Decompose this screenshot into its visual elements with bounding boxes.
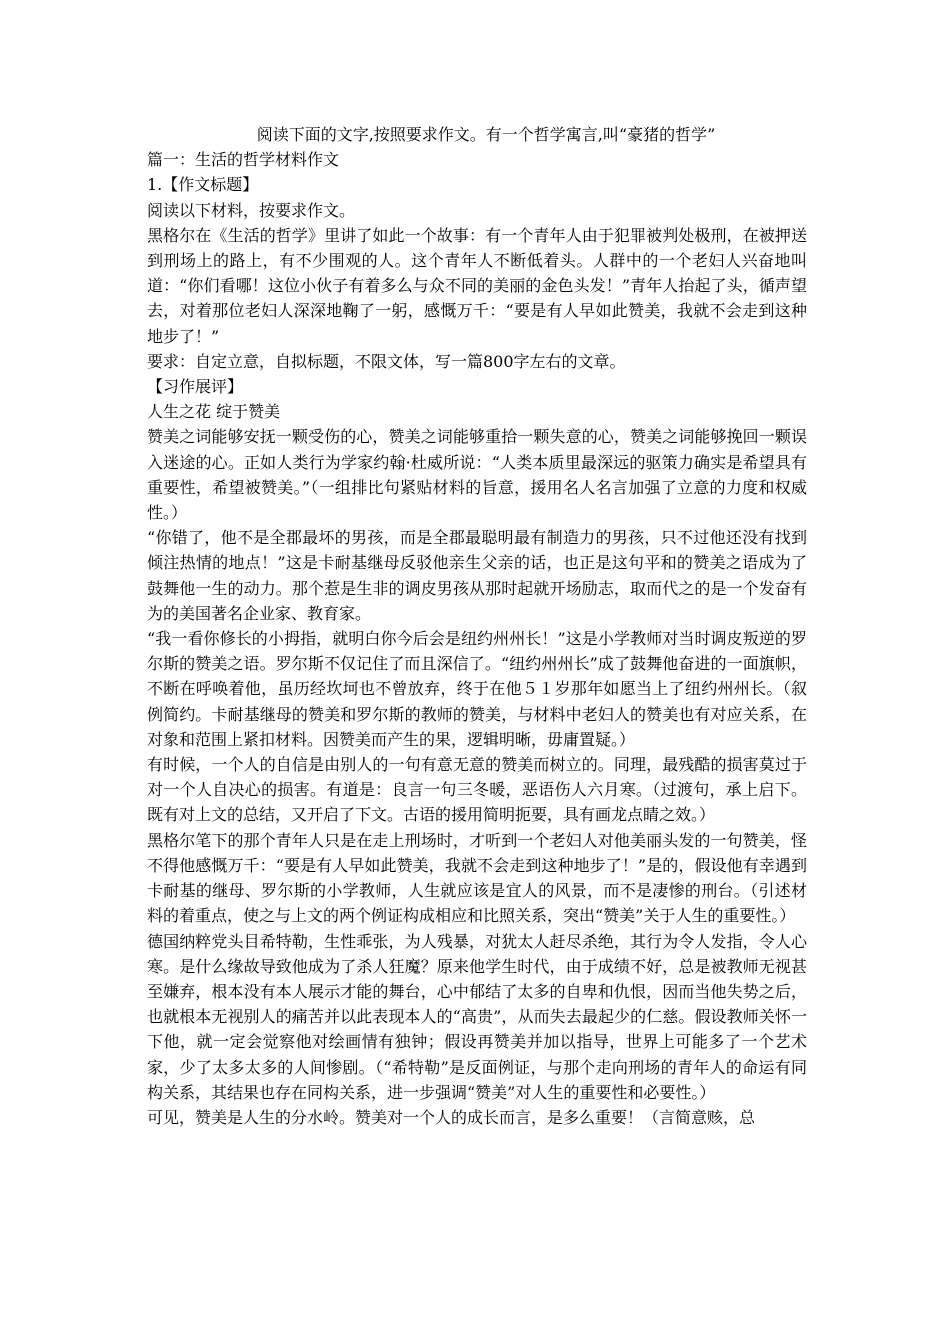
essay-paragraph: 赞美之词能够安抚一颗受伤的心，赞美之词能够重拾一颗失意的心，赞美之词能够挽回一颗误入迷途的心。正如人类行为学家约翰·杜威所说：“人类本质里最深远的驱策力确实是希望具有重要性，希望被赞美。”（一组排比句紧贴材料的旨意，援用名人名言加强了立意的力度和权威性。） bbox=[147, 427, 807, 523]
essay-paragraph: “你错了，他不是全郡最坏的男孩，而是全郡最聪明最有制造力的男孩，只不过他还没有找到倾注热情的地点！”这是卡耐基继母反驳他亲生父亲的话，也正是这句平和的赞美之语成为了鼓舞他一生的动力。那个惹是生非的调皮男孩从那时起就开场励志，取而代之的是一个发奋有为的美国著名企业家、教育家。 bbox=[147, 528, 807, 623]
essay-paragraph: 可见，赞美是人生的分水岭。赞美对一个人的成长而言，是多么重要！（言简意赅，总 bbox=[147, 1107, 756, 1127]
subsection-heading: 1.【作文标题】 bbox=[147, 175, 259, 195]
essay-paragraph: “我一看你修长的小拇指，就明白你今后会是纽约州州长！”这是小学教师对当时调皮叛逆的罗尔斯的赞美之语。罗尔斯不仅记住了而且深信了。“纽约州州长”成了鼓舞他奋进的一面旗帜，不断在呼唤着他，虽历经坎坷也不曾放弃，终于在他５１岁那年如愿当上了纽约州州长。（叙例简约。卡耐基继母的赞美和罗尔斯的教师的赞美，与材料中老妇人的赞美也有对应关系，在对象和范围上紧扣材料。因赞美而产生的果，逻辑明晰，毋庸置疑。） bbox=[147, 629, 807, 749]
essay-title: 人生之花 绽于赞美 bbox=[147, 402, 281, 422]
material-paragraph: 黑格尔在《生活的哲学》里讲了如此一个故事：有一个青年人由于犯罪被判处极刑，在被押送到刑场上的路上，有不少围观的人。这个青年人不断低着头。人群中的一个老妇人兴奋地叫道：“你们看哪！这位小伙子有着多么与众不同的美丽的金色头发！”青年人抬起了头，循声望去，对着那位老妇人深深地鞠了一躬，感慨万千：“要是有人早如此赞美，我就不会走到这种地步了！” bbox=[147, 225, 807, 346]
subsection-heading: 【习作展评】 bbox=[147, 377, 244, 397]
document-page bbox=[147, 122, 807, 1130]
essay-paragraph: 德国纳粹党头目希特勒，生性乖张，为人残暴，对犹太人赶尽杀绝，其行为令人发指，令人心寒。是什么缘故导致他成为了杀人狂魔？原来他学生时代，由于成绩不好，总是被教师无视甚至嫌弃，根本没有本人展示才能的舞台，心中郁结了太多的自卑和仇恨，因而当他失势之后，也就根本无视别人的痛苦并以此表现本人的“高贵”，从而失去最起少的仁慈。假设教师关怀一下他，就一定会觉察他对绘画情有独钟；假设再赞美并加以指导，世界上可能多了一个艺术家，少了太多太多的人间惨剧。（“希特勒”是反面例证，与那个走向刑场的青年人的命运有同构关系，其结果也存在同构关系，进一步强调“赞美”对人生的重要性和必要性。） bbox=[147, 931, 807, 1102]
essay-paragraph: 有时候，一个人的自信是由别人的一句有意无意的赞美而树立的。同理，最残酷的损害莫过于对一个人自决心的损害。有道是：良言一句三冬暖，恶语伤人六月寒。（过渡句，承上启下。既有对上文的总结，又开启了下文。古语的援用简明扼要，具有画龙点睛之效。） bbox=[147, 755, 807, 825]
essay-paragraph: 黑格尔笔下的那个青年人只是在走上刑场时，才听到一个老妇人对他美丽头发的一句赞美，怪不得他感慨万千：“要是有人早如此赞美，我就不会走到这种地步了！”是的，假设他有幸遇到卡耐基的继母、罗尔斯的小学教师，人生就应该是宜人的风景，而不是凄惨的刑台。（引述材料的着重点，使之与上文的两个例证构成相应和比照关系，突出“赞美”关于人生的重要性。） bbox=[147, 830, 807, 926]
document-title: 阅读下面的文字,按照要求作文。有一个哲学寓言,叫“豪猪的哲学” bbox=[256, 125, 716, 144]
requirement-paragraph: 要求：自定立意，自拟标题，不限文体，写一篇800字左右的文章。 bbox=[147, 351, 626, 371]
section-heading: 篇一：生活的哲学材料作文 bbox=[147, 150, 340, 170]
instruction-paragraph: 阅读以下材料，按要求作文。 bbox=[147, 200, 356, 220]
